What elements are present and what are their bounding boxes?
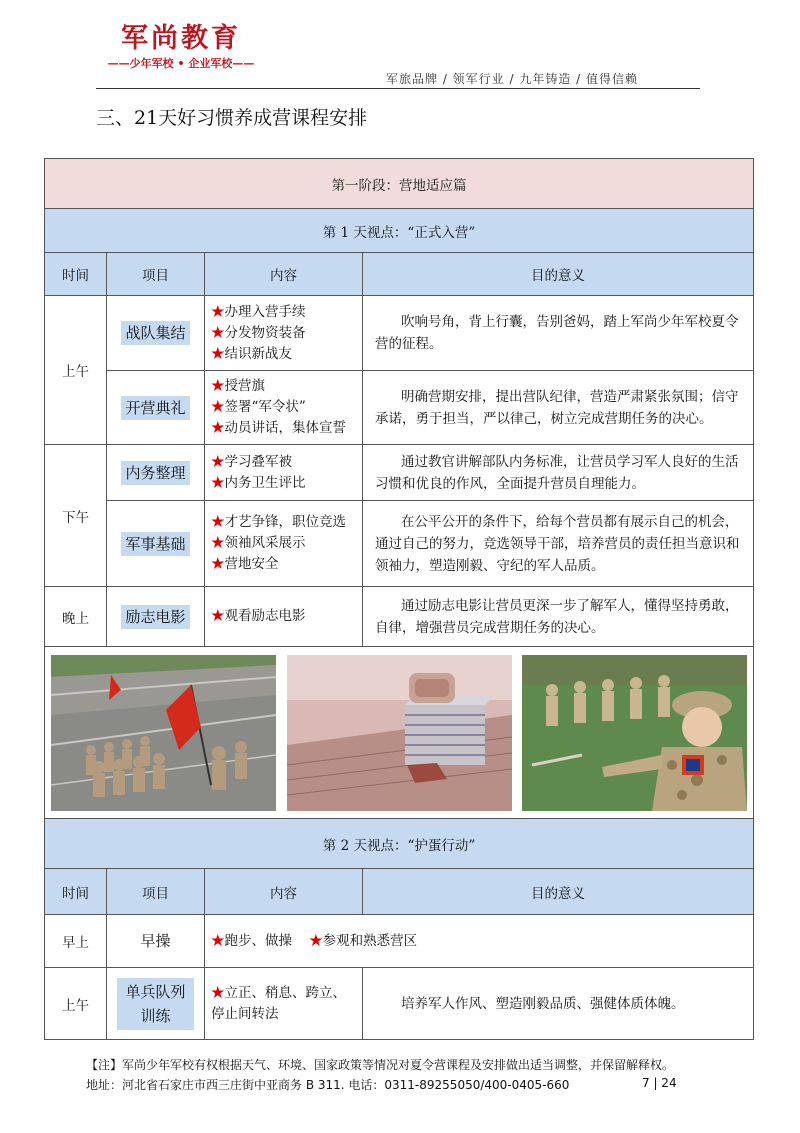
content-cell: ★办理入营手续 ★分发物资装备 ★结识新战友: [205, 296, 363, 371]
purpose-cell: 通过励志电影让营员更深一步了解军人，懂得坚持勇敢，自律，增强营员完成营期任务的决心。: [363, 587, 754, 647]
star-icon: ★: [309, 932, 323, 949]
table-row: [45, 915, 754, 968]
col-header-content: 内容: [205, 869, 363, 915]
phase-title: 第一阶段：营地适应篇: [45, 159, 754, 209]
content-cell: ★授营旗 ★签署“军令状” ★动员讲话，集体宣誓: [205, 371, 363, 445]
col-header-purpose: 目的意义: [363, 869, 754, 915]
time-cell: 上午: [45, 296, 107, 445]
content-cell: ★才艺争锋，职位竞选 ★领袖风采展示 ★营地安全: [205, 501, 363, 587]
project-label: 战队集结: [121, 321, 189, 345]
project-label: 内务整理: [121, 461, 189, 485]
star-icon: ★: [211, 378, 225, 394]
table-row: [45, 296, 754, 371]
girl-in-camouflage-drilling-photo: [522, 655, 747, 811]
photo-strip: [45, 647, 754, 819]
header-divider: [96, 88, 700, 89]
time-cell: 早上: [45, 915, 107, 968]
time-cell: 上午: [45, 968, 107, 1040]
col-header-project: 项目: [107, 253, 205, 296]
star-icon: ★: [211, 608, 225, 624]
project-label: 早操: [140, 932, 171, 950]
purpose-cell: 通过教官讲解部队内务标准，让营员学习军人良好的生活习惯和优良的作风，全面提升营员自理能力。: [363, 445, 754, 501]
project-label: 单兵队列 训练: [117, 978, 193, 1030]
table-row: [45, 968, 754, 1040]
marching-troop-with-red-flag-photo: [51, 655, 276, 811]
content-cell: ★立正、稍息、跨立、停止间转法: [205, 968, 363, 1040]
star-icon: ★: [211, 420, 225, 436]
footer-address: 地址：河北省石家庄市西三庄街中亚商务 B 311. 电话：0311-89255050/400-0405-660: [86, 1078, 570, 1092]
star-icon: ★: [211, 556, 225, 572]
table-row: [45, 445, 754, 501]
star-icon: ★: [211, 453, 225, 470]
purpose-cell: 明确营期安排，提出营队纪律，营造严肃紧张氛围；信守承诺，勇于担当，严以律己，树立完成营期任务的决心。: [363, 371, 754, 445]
schedule-table-day1: [44, 158, 754, 819]
star-icon: ★: [211, 514, 225, 530]
footer-note: 【注】军尚少年军校有权根据天气、环境、国家政策等情况对夏令营课程及安排做出适当调整，并保留解释权。: [86, 1058, 675, 1072]
folded-bedding-on-bed-photo: [287, 655, 512, 811]
project-label: 开营典礼: [121, 396, 189, 420]
logo-title: 军尚教育: [121, 23, 241, 54]
purpose-cell: 在公平公开的条件下，给每个营员都有展示自己的机会，通过自己的努力，竞选领导干部，培养营员的责任担当意识和领袖力，塑造刚毅、守纪的军人品质。: [363, 501, 754, 587]
star-icon: ★: [211, 345, 225, 362]
table-row: [45, 501, 754, 587]
star-icon: ★: [211, 932, 225, 949]
content-cell: ★观看励志电影: [205, 587, 363, 647]
col-header-purpose: 目的意义: [363, 253, 754, 296]
star-icon: ★: [211, 474, 225, 491]
col-header-content: 内容: [205, 253, 363, 296]
project-label: 励志电影: [121, 605, 189, 629]
star-icon: ★: [211, 324, 225, 341]
purpose-cell: 培养军人作风、塑造刚毅品质、强健体质体魄。: [363, 968, 754, 1040]
star-icon: ★: [211, 984, 225, 1001]
logo-subtitle: ——少年军校 • 企业军校——: [107, 57, 255, 70]
content-cell: ★跑步、做操 ★参观和熟悉营区: [205, 915, 754, 968]
col-header-time: 时间: [45, 869, 107, 915]
logo: [96, 22, 266, 72]
day2-title: 第 2 天视点：“护蛋行动”: [45, 819, 754, 869]
time-cell: 晚上: [45, 587, 107, 647]
col-header-time: 时间: [45, 253, 107, 296]
time-cell: 下午: [45, 445, 107, 587]
star-icon: ★: [211, 535, 225, 551]
day1-title: 第 1 天视点：“正式入营”: [45, 209, 754, 253]
col-header-project: 项目: [107, 869, 205, 915]
purpose-cell: 吹响号角，背上行囊，告别爸妈，踏上军尚少年军校夏令营的征程。: [363, 296, 754, 371]
page-number: 7 | 24: [642, 1076, 677, 1090]
table-row: [45, 587, 754, 647]
star-icon: ★: [211, 303, 225, 320]
star-icon: ★: [211, 399, 225, 415]
table-row: [45, 371, 754, 445]
schedule-table-day2: [44, 818, 754, 1040]
header-slogan: 军旅品牌 / 领军行业 / 九年铸造 / 值得信赖: [386, 72, 639, 86]
content-cell: ★学习叠军被 ★内务卫生评比: [205, 445, 363, 501]
section-title: 三、21天好习惯养成营课程安排: [96, 107, 368, 129]
project-label: 军事基础: [121, 532, 189, 556]
